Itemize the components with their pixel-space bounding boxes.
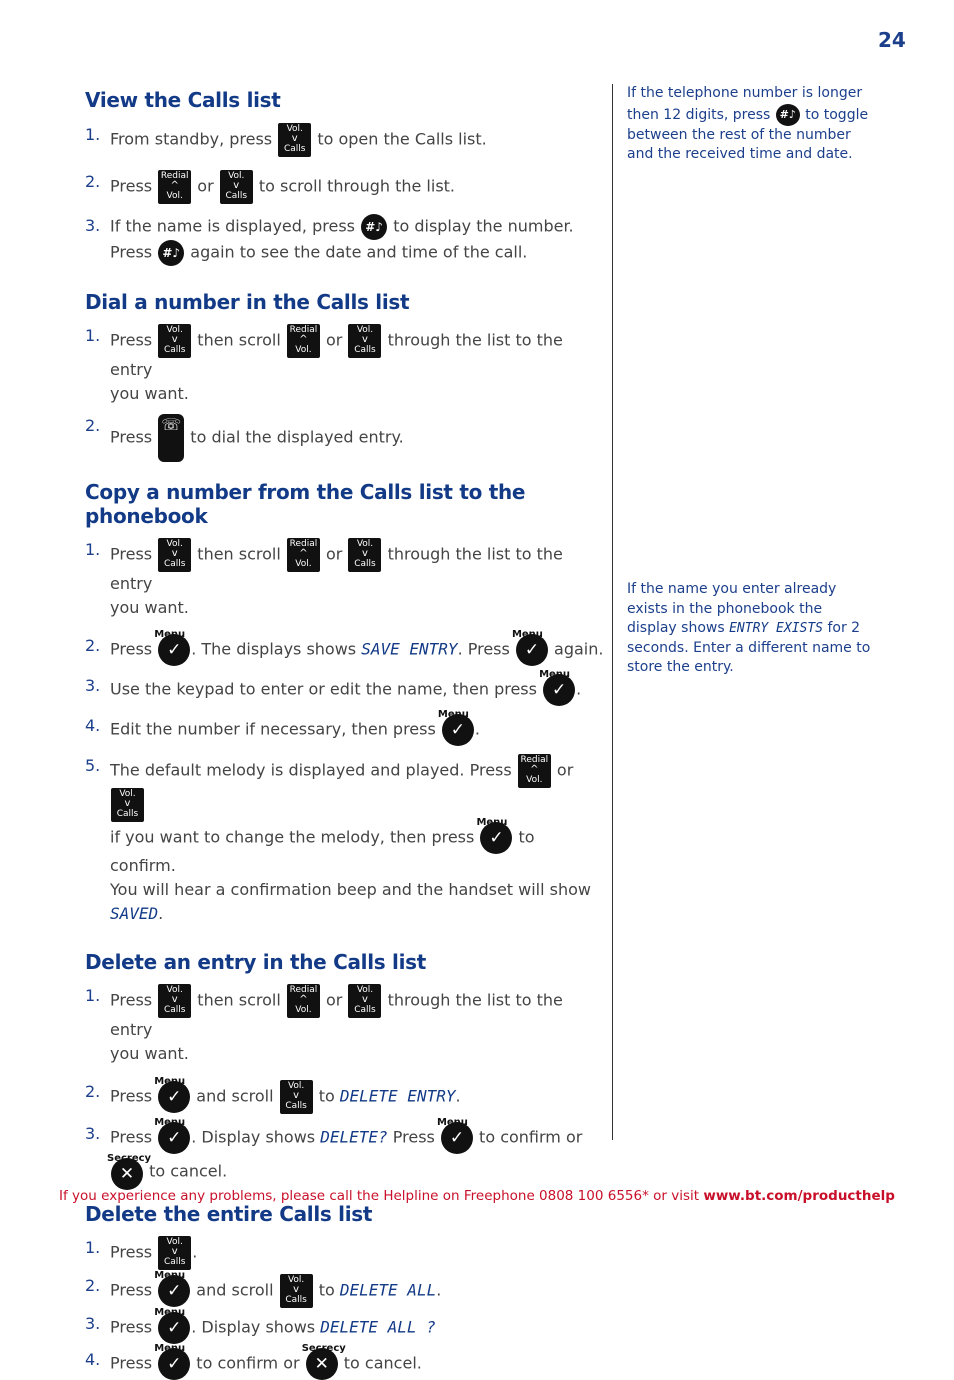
lcd-text: SAVED — [110, 904, 159, 923]
redial-up-vol-key-icon: Redial ^ Vol. — [158, 170, 191, 204]
vol-down-calls-key-icon: Vol. v Calls — [220, 170, 253, 204]
vol-down-calls-key-icon: Vol. v Calls — [158, 984, 191, 1018]
section-title-copy: Copy a number from the Calls list to the phonebook — [85, 480, 526, 528]
lcd-text: DELETE ALL ? — [320, 1317, 436, 1337]
step: 2. Press ☏ to dial the displayed entry. — [85, 414, 605, 462]
section-title-dial: Dial a number in the Calls list — [85, 290, 410, 314]
menu-ok-key-icon: Menu ✓ — [158, 1348, 190, 1380]
step: 3. If the name is displayed, press #♪ to display the number. Press #♪ again to see the date and time of the call. — [85, 214, 605, 266]
section-title-view: View the Calls list — [85, 88, 281, 112]
step: 2. Press Redial ^ Vol. or Vol. v Calls to scroll through the list. — [85, 170, 605, 204]
sidebar-note-entry-exists: If the name you enter already exists in the phonebook the display shows ENTRY EXISTS for 2 seconds. Enter a different name to store the entry. — [627, 581, 871, 675]
main-column — [85, 88, 605, 1380]
hash-key-icon: #♪ — [361, 214, 387, 240]
menu-ok-key-icon: Menu ✓ — [158, 1275, 190, 1307]
step: 1. Press Vol. v Calls then scroll Redial ^ Vol. or Vol. v Calls through the list to the entry you want. — [85, 325, 563, 403]
lcd-text: DELETE ENTRY — [339, 1086, 456, 1106]
menu-ok-key-icon: Menu ✓ — [158, 1312, 190, 1344]
menu-ok-key-icon: Menu ✓ — [516, 634, 548, 666]
page-number: 24 — [878, 28, 906, 52]
step: 1. Press Vol. v Calls. — [85, 1236, 605, 1270]
secrecy-cancel-key-icon: Secrecy ✕ — [111, 1158, 143, 1190]
steps-dial — [85, 324, 605, 462]
step: 3. Use the keypad to enter or edit the name, then press Menu ✓ . — [85, 674, 605, 706]
menu-ok-key-icon: Menu ✓ — [158, 634, 190, 666]
step: 1. Press Vol. v Calls then scroll Redial ^ Vol. or Vol. v Calls through the list to the entry you want. — [85, 539, 563, 617]
column-divider — [612, 84, 613, 1140]
vol-down-calls-key-icon: Vol. v Calls — [280, 1274, 313, 1308]
menu-ok-key-icon: Menu ✓ — [543, 674, 575, 706]
step: 2. Press Menu ✓ and scroll Vol. v Calls to DELETE ALL. — [85, 1274, 605, 1308]
step: 2. Press Menu ✓ . The displays shows SAVE ENTRY. Press Menu ✓ again. — [85, 634, 605, 666]
vol-down-calls-key-icon: Vol. v Calls — [348, 984, 381, 1018]
menu-ok-key-icon: Menu ✓ — [158, 1122, 190, 1154]
vol-down-calls-key-icon: Vol. v Calls — [348, 538, 381, 572]
step: 1. From standby, press Vol. v Calls to open the Calls list. — [85, 123, 605, 157]
lcd-text: ENTRY EXISTS — [729, 621, 824, 636]
redial-up-vol-key-icon: Redial ^ Vol. — [287, 538, 320, 572]
secrecy-cancel-key-icon: Secrecy ✕ — [306, 1348, 338, 1380]
menu-ok-key-icon: Menu ✓ — [158, 1081, 190, 1113]
step: 1. Press Vol. v Calls then scroll Redial ^ Vol. or Vol. v Calls through the list to the entry you want. — [85, 985, 563, 1063]
vol-down-calls-key-icon: Vol. v Calls — [278, 123, 311, 157]
vol-down-calls-key-icon: Vol. v Calls — [158, 538, 191, 572]
vol-down-calls-key-icon: Vol. v Calls — [158, 1236, 191, 1270]
step: 5. The default melody is displayed and played. Press Redial ^ Vol. or Vol. v Calls if you want to change the melody, then press Menu ✓ to confirm. You will hear a confirmation beep and the handset will show SAVED. — [85, 755, 591, 923]
hash-key-icon: #♪ — [776, 104, 800, 126]
talk-key-icon: ☏ — [158, 414, 184, 462]
product-help-link[interactable]: www.bt.com/producthelp — [703, 1188, 895, 1204]
steps-delete-all — [85, 1236, 605, 1380]
menu-ok-key-icon: Menu ✓ — [442, 714, 474, 746]
steps-delete — [85, 984, 605, 1190]
step: 3. Press Menu ✓ . Display shows DELETE ALL ? — [85, 1312, 605, 1344]
vol-down-calls-key-icon: Vol. v Calls — [348, 324, 381, 358]
redial-up-vol-key-icon: Redial ^ Vol. — [287, 324, 320, 358]
redial-up-vol-key-icon: Redial ^ Vol. — [287, 984, 320, 1018]
hash-key-icon: #♪ — [158, 240, 184, 266]
lcd-text: DELETE? — [320, 1127, 388, 1147]
steps-copy — [85, 538, 605, 926]
vol-down-calls-key-icon: Vol. v Calls — [111, 788, 144, 822]
sidebar-note-long-number: If the telephone number is longer then 12 digits, press #♪ to toggle between the rest of the number and the received time and date. — [627, 85, 869, 162]
section-title-delete: Delete an entry in the Calls list — [85, 950, 427, 974]
step: 2. Press Menu ✓ and scroll Vol. v Calls to DELETE ENTRY. — [85, 1080, 605, 1114]
step: 3. Press Menu ✓ . Display shows DELETE? Press Menu ✓ to confirm or Secrecy ✕ to cancel. — [85, 1122, 605, 1190]
menu-ok-key-icon: Menu ✓ — [480, 822, 512, 854]
steps-view — [85, 123, 605, 266]
vol-down-calls-key-icon: Vol. v Calls — [158, 324, 191, 358]
menu-ok-key-icon: Menu ✓ — [441, 1122, 473, 1154]
lcd-text: DELETE ALL — [339, 1280, 437, 1300]
step: 4. Edit the number if necessary, then press Menu ✓ . — [85, 714, 605, 746]
vol-down-calls-key-icon: Vol. v Calls — [280, 1080, 313, 1114]
section-title-delete-all: Delete the entire Calls list — [85, 1202, 373, 1226]
step: 4. Press Menu ✓ to confirm or Secrecy ✕ to cancel. — [85, 1348, 605, 1380]
redial-up-vol-key-icon: Redial ^ Vol. — [518, 754, 551, 788]
lcd-text: SAVE ENTRY — [361, 639, 458, 659]
footer-helpline: If you experience any problems, please call the Helpline on Freephone 0808 100 6556* or visit www.bt.com/producthelp — [59, 1188, 895, 1204]
